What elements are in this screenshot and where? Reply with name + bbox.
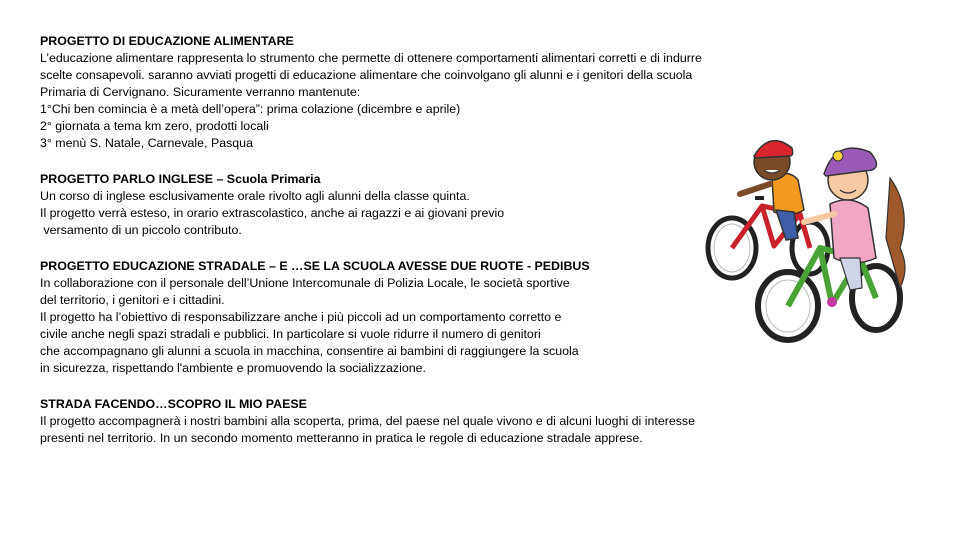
section-line: presenti nel territorio. In un secondo momento metteranno in pratica le regole di educazione stradale apprese. [40,431,643,445]
section-line: che accompagnano gli alunni a scuola in macchina, consentire ai bambini di raggiungere la scuola [40,344,579,358]
section-line: civile anche negli spazi stradali e pubblici. In particolare si vuole ridurre il numero di genitori [40,327,541,341]
section-line: del territorio, i genitori e i cittadini. [40,293,225,307]
section-educazione-stradale [40,258,590,377]
section-line: L’educazione alimentare rappresenta lo strumento che permette di ottenere comportamenti alimentari corretti e di indurre [40,51,702,65]
green-bicycle [758,248,900,340]
section-title: STRADA FACENDO…SCOPRO IL MIO PAESE [40,397,307,411]
section-line: Il progetto ha l’obiettivo di responsabilizzare anche i più piccoli ad un comportamento corretto e [40,310,562,324]
section-line: 2° giornata a tema km zero, prodotti locali [40,119,269,133]
section-line: Il progetto accompagnerà i nostri bambini alla scoperta, prima, del paese nel quale vivono e di alcuni luoghi di interesse [40,414,696,428]
section-strada-facendo [40,396,695,447]
section-line: Il progetto verrà esteso, in orario extrascolastico, anche ai ragazzi e ai giovani previo [40,206,505,220]
section-line: scelte consapevoli. saranno avviati progetti di educazione alimentare che coinvolgano gli alunni e i genitori della scuola [40,68,693,82]
section-line: 1°Chi ben comincia è a metà dell’opera”: prima colazione (dicembre e aprile) [40,102,461,116]
section-line: 3° menù S. Natale, Carnevale, Pasqua [40,136,253,150]
section-line: versamento di un piccolo contributo. [40,223,242,237]
section-line: in sicurezza, rispettando l'ambiente e promuovendo la socializzazione. [40,361,426,375]
section-title: PROGETTO DI EDUCAZIONE ALIMENTARE [40,34,294,48]
section-title: PROGETTO EDUCAZIONE STRADALE – E …SE LA SCUOLA AVESSE DUE RUOTE - PEDIBUS [40,259,590,273]
section-parlo-inglese [40,171,504,239]
children-on-bicycles-icon [700,118,920,348]
section-line: In collaborazione con il personale dell’Unione Intercomunale di Polizia Locale, le società sportive [40,276,570,290]
section-educazione-alimentare [40,33,702,152]
section-line: Un corso di inglese esclusivamente orale rivolto agli alunni della classe quinta. [40,189,470,203]
section-title: PROGETTO PARLO INGLESE – Scuola Primaria [40,172,321,186]
section-line: Primaria di Cervignano. Sicuramente verranno mantenute: [40,85,361,99]
